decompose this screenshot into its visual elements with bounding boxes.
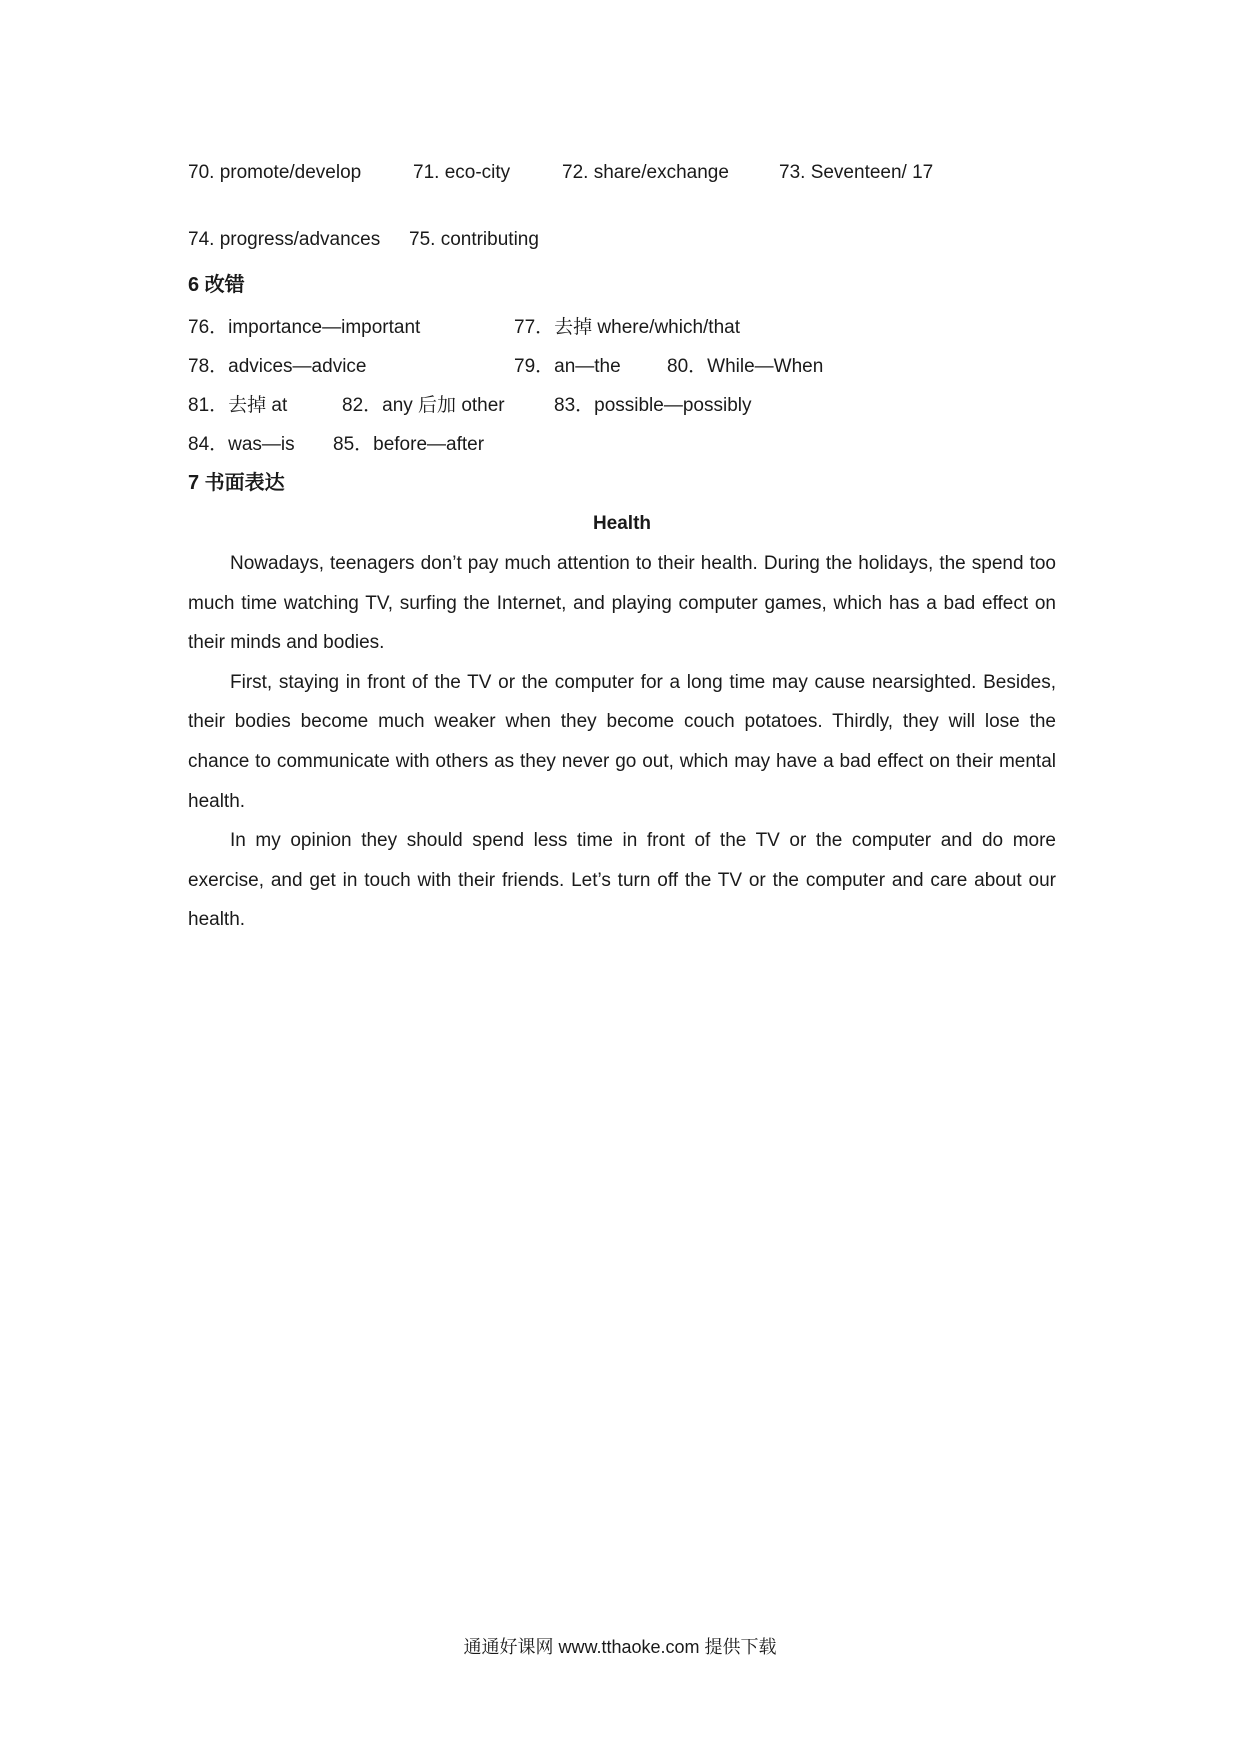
correction-83: 83．possible—possibly	[554, 395, 752, 416]
answer-75: 75. contributing	[409, 229, 539, 250]
correction-81: 81．去掉 at	[188, 395, 288, 416]
correction-80: 80．While—When	[667, 356, 824, 377]
section-7-heading: 7 书面表达	[188, 472, 285, 494]
correction-76: 76．importance—important	[188, 317, 421, 338]
answer-73: 73. Seventeen/ 17	[779, 162, 934, 183]
correction-77: 77．去掉 where/which/that	[514, 317, 740, 338]
correction-82: 82．any 后加 other	[342, 395, 505, 416]
section-6-heading: 6 改错	[188, 274, 245, 296]
correction-78: 78．advices—advice	[188, 356, 367, 377]
essay-body	[188, 544, 1056, 940]
answer-74: 74. progress/advances	[188, 229, 381, 250]
essay-paragraph-1: Nowadays, teenagers don’t pay much attention to their health. During the holidays, the spend too much time watching TV, surfing the Internet, and playing computer games, which has a bad effect on their minds and bodies.	[188, 553, 1056, 654]
essay-title: Health	[592, 513, 652, 534]
correction-79: 79．an—the	[514, 356, 621, 377]
essay-paragraph-2: First, staying in front of the TV or the computer for a long time may cause nearsighted. Besides, their bodies become much weaker when they become couch potatoes. Thirdly, they will lose the chance to communicate with others as they never go out, which may have a bad effect on their mental health.	[188, 671, 1056, 812]
correction-84: 84．was—is	[188, 434, 295, 455]
correction-85: 85．before—after	[333, 434, 485, 455]
page-footer: 通通好课网 www.tthaoke.com 提供下载	[463, 1637, 777, 1657]
answer-72: 72. share/exchange	[562, 162, 729, 183]
essay-paragraph-3: In my opinion they should spend less time in front of the TV or the computer and do more exercise, and get in touch with their friends. Let’s turn off the TV or the computer and care about our health.	[188, 830, 1056, 931]
answer-71: 71. eco-city	[413, 162, 511, 183]
answer-70: 70. promote/develop	[188, 162, 362, 183]
